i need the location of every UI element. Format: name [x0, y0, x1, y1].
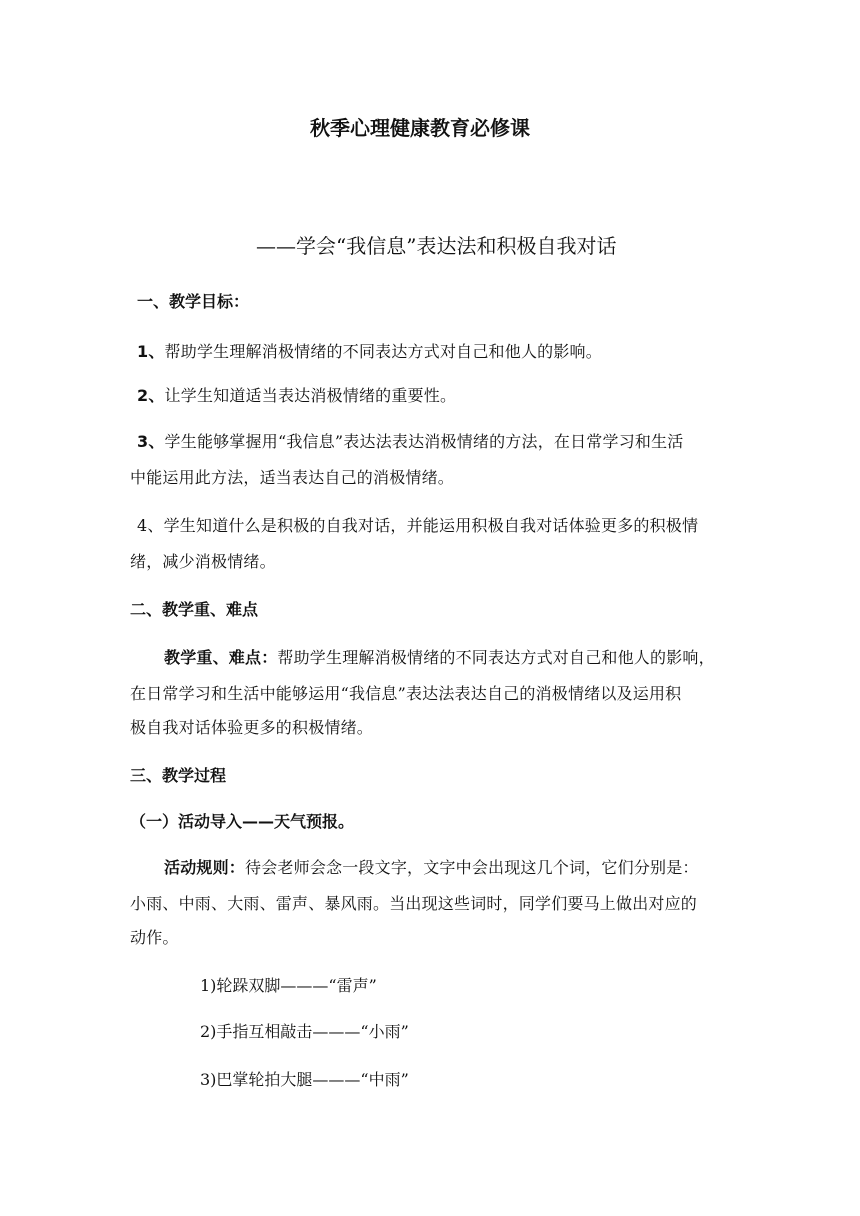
objective-number: 2、 [137, 386, 165, 405]
objective-number: 4、 [137, 516, 164, 535]
rules-line-3: 动作。 [130, 928, 179, 947]
key-points-line-2: 在日常学习和生活中能够运用“我信息”表达法表达自己的消极情绪以及运用积 [130, 684, 682, 703]
section-heading-objectives: 一、教学目标： [137, 292, 250, 311]
objective-item-4-continued: 绪，减少消极情绪。 [130, 552, 276, 571]
action-item-1: 1)轮跺双脚———“雷声” [200, 976, 377, 995]
rules-label: 活动规则： [164, 858, 246, 877]
document-title: 秋季心理健康教育必修课 [310, 116, 530, 140]
rules-line-2: 小雨、中雨、大雨、雷声、暴风雨。当出现这些词时，同学们要马上做出对应的 [130, 894, 698, 913]
objective-number: 3、 [137, 432, 165, 451]
objective-item-3 [137, 430, 737, 454]
objective-text: 学生能够掌握用“我信息”表达法表达消极情绪的方法，在日常学习和生活 [164, 432, 684, 451]
key-points-text: 帮助学生理解消极情绪的不同表达方式对自己和他人的影响， [277, 648, 715, 667]
action-item-2: 2)手指互相敲击———“小雨” [200, 1022, 409, 1041]
objective-text: 帮助学生理解消极情绪的不同表达方式对自己和他人的影响。 [164, 342, 602, 361]
key-points-label: 教学重、难点： [164, 648, 278, 667]
action-item-3: 3)巴掌轮拍大腿———“中雨” [200, 1070, 409, 1089]
key-points-line-3: 极自我对话体验更多的积极情绪。 [130, 718, 374, 737]
document-subtitle: ——学会“我信息”表达法和积极自我对话 [256, 234, 617, 258]
objective-item-1 [137, 340, 737, 364]
key-points-line-1 [164, 646, 764, 670]
rules-text: 待会老师会念一段文字，文字中会出现这几个词，它们分别是： [245, 858, 699, 877]
subsection-heading-activity: （一）活动导入——天气预报。 [130, 812, 355, 831]
objective-item-2 [137, 384, 737, 408]
objective-number: 1、 [137, 342, 165, 361]
objective-text: 让学生知道适当表达消极情绪的重要性。 [164, 386, 457, 405]
section-heading-process: 三、教学过程 [130, 766, 227, 785]
objective-text: 学生知道什么是积极的自我对话，并能运用积极自我对话体验更多的积极情 [163, 516, 699, 535]
objective-item-3-continued: 中能运用此方法，适当表达自己的消极情绪。 [130, 468, 455, 487]
rules-line-1 [164, 856, 764, 880]
objective-item-4 [137, 514, 737, 538]
section-heading-key-points: 二、教学重、难点 [130, 600, 259, 619]
